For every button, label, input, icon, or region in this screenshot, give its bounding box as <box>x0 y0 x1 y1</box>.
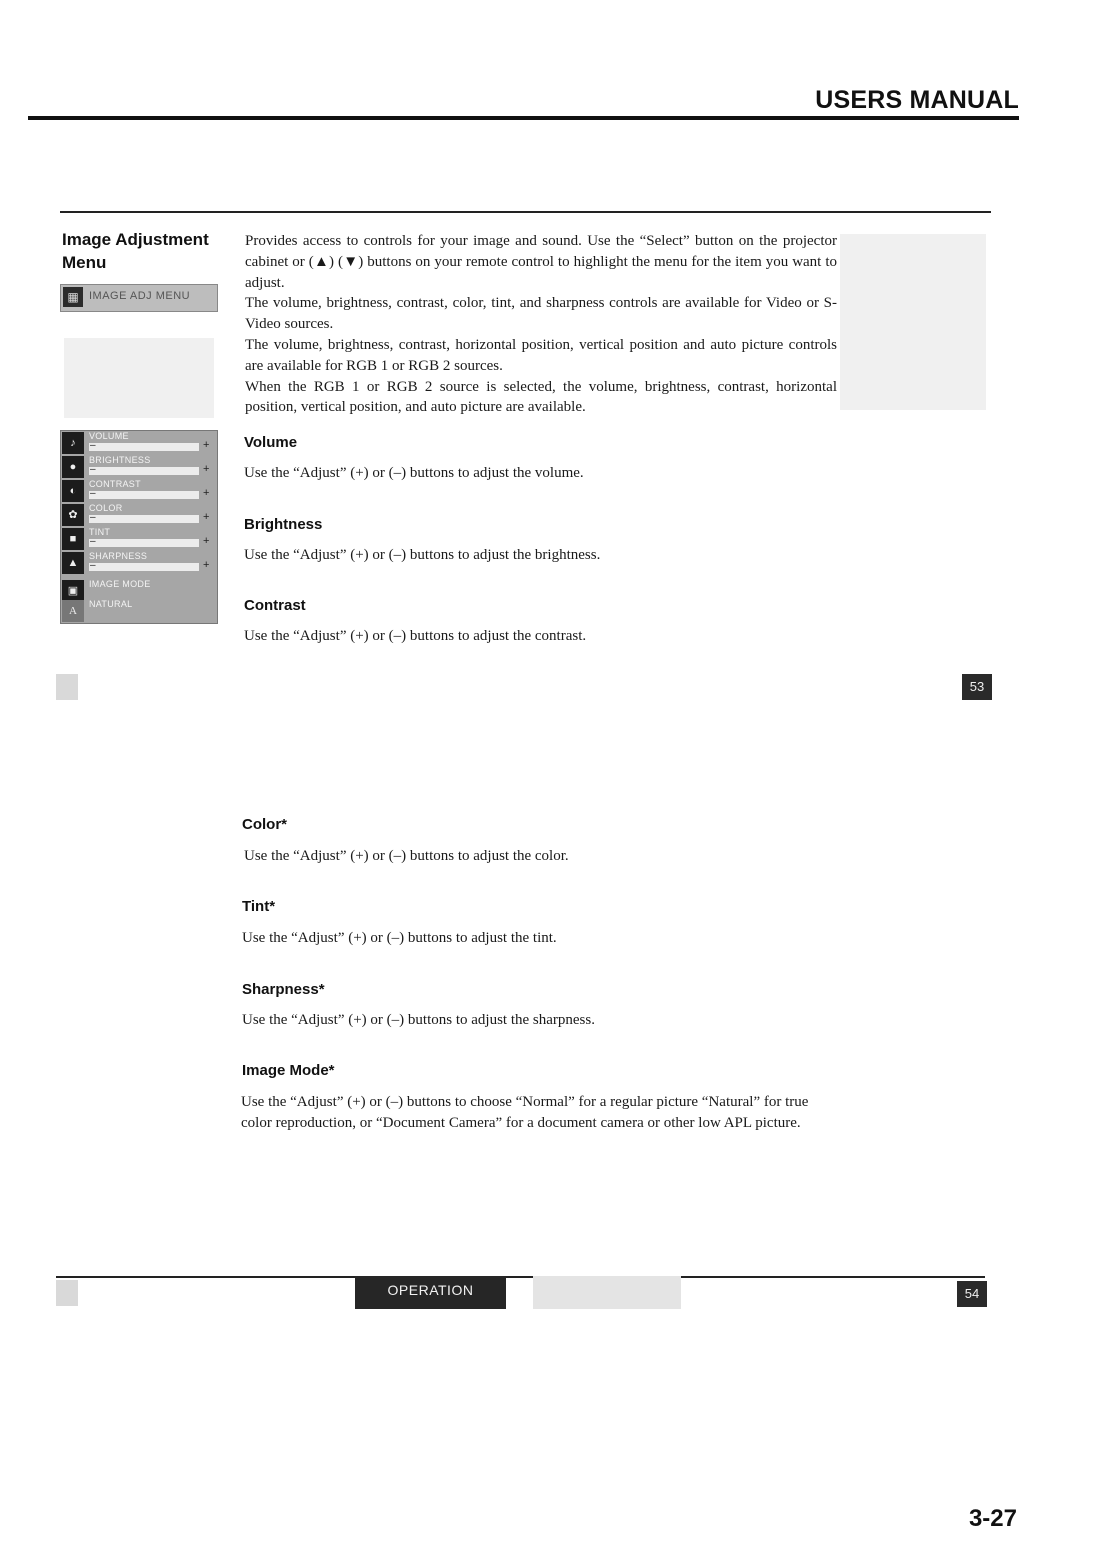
panel-row-label: COLOR <box>89 503 123 513</box>
header-title: USERS MANUAL <box>815 86 1019 114</box>
volume-heading: Volume <box>244 434 298 451</box>
plus-icon: + <box>203 439 210 451</box>
page-badge: 54 <box>957 1281 987 1307</box>
minus-icon: – <box>90 536 96 547</box>
image-mode-heading: Image Mode* <box>242 1062 335 1079</box>
page-badge: 53 <box>962 674 992 700</box>
panel-row-label: SHARPNESS <box>89 551 148 561</box>
panel-row-bar <box>89 563 199 571</box>
color-heading: Color* <box>242 816 287 833</box>
bleed-through-block <box>840 234 986 410</box>
bleed-through-block <box>64 338 214 418</box>
panel-row-brightness <box>61 455 217 479</box>
contrast-text: Use the “Adjust” (+) or (–) buttons to adjust the contrast. <box>244 628 587 644</box>
panel-row-label: IMAGE MODE <box>89 579 151 589</box>
plus-icon: + <box>203 511 210 523</box>
ghost-footer-tab <box>533 1276 681 1309</box>
plus-icon: + <box>203 559 210 571</box>
minus-icon: – <box>90 440 96 451</box>
menu-bar-label: IMAGE ADJ MENU <box>89 290 191 302</box>
contrast-heading: Contrast <box>244 597 306 614</box>
minus-icon: – <box>90 488 96 499</box>
minus-icon: – <box>90 464 96 475</box>
volume-text: Use the “Adjust” (+) or (–) buttons to adjust the volume. <box>244 465 584 481</box>
tint-text: Use the “Adjust” (+) or (–) buttons to adjust the tint. <box>242 930 557 946</box>
panel-row-label: VOLUME <box>89 431 129 441</box>
image-mode-text: Use the “Adjust” (+) or (–) buttons to choose “Normal” for a regular picture “Natural” for true color reproduction, or “Document Camera” for a document camera or other low APL picture. <box>241 1094 809 1131</box>
panel-row-bar <box>89 443 199 451</box>
intro-paragraph: Provides access to controls for your image and sound. Use the “Select” button on the projector cabinet or (▲) (▼) buttons on your remote control to highlight the menu for the item you want to adjust. <box>245 233 837 291</box>
intro-paragraph: The volume, brightness, contrast, horizontal position, vertical position and auto picture controls are available for RGB 1 or RGB 2 sources. <box>245 336 837 374</box>
header-rule <box>28 116 1019 120</box>
footer-rule <box>56 1276 985 1278</box>
sharpness-heading: Sharpness* <box>242 981 325 998</box>
sharpness-text: Use the “Adjust” (+) or (–) buttons to adjust the sharpness. <box>242 1012 595 1028</box>
sharpness-icon: ▲ <box>62 552 84 574</box>
image-adj-menu-bar <box>60 284 218 312</box>
sidebar-title-line2: Menu <box>62 253 107 272</box>
tint-heading: Tint* <box>242 898 276 915</box>
panel-row-bar <box>89 515 199 523</box>
plus-icon: + <box>203 487 210 499</box>
ghost-page-badge <box>56 674 78 700</box>
color-text: Use the “Adjust” (+) or (–) buttons to adjust the color. <box>244 848 569 864</box>
tint-icon: ■ <box>62 528 84 550</box>
plus-icon: + <box>203 463 210 475</box>
brightness-heading: Brightness <box>244 516 323 533</box>
panel-row-sharpness <box>61 551 217 575</box>
intro-paragraph: When the RGB 1 or RGB 2 source is selected, the volume, brightness, contrast, horizontal position, vertical position, and auto picture are available. <box>245 378 837 416</box>
minus-icon: – <box>90 560 96 571</box>
natural-icon: A <box>62 600 84 622</box>
panel-row-bar <box>89 491 199 499</box>
brightness-icon: ● <box>62 456 84 478</box>
ghost-page-badge <box>56 1280 78 1306</box>
panel-row-contrast <box>61 479 217 503</box>
section-rule <box>60 211 991 213</box>
panel-row-label: BRIGHTNESS <box>89 455 151 465</box>
panel-row-bar <box>89 539 199 547</box>
intro-paragraph: The volume, brightness, contrast, color, tint, and sharpness controls are available for Video or S-Video sources. <box>245 295 837 333</box>
image-adj-menu-panel <box>60 430 218 624</box>
page-number: 3-27 <box>968 1505 1017 1532</box>
panel-row-color <box>61 503 217 527</box>
sidebar-title-line1: Image Adjustment <box>62 230 209 249</box>
panel-row-bar <box>89 467 199 475</box>
speaker-icon: ♪ <box>62 432 84 454</box>
panel-row-label: CONTRAST <box>89 479 141 489</box>
color-icon: ✿ <box>62 504 84 526</box>
intro-text <box>245 231 837 418</box>
footer-section-tab: OPERATION <box>355 1276 506 1309</box>
panel-row-natural <box>61 599 217 623</box>
panel-row-volume <box>61 431 217 455</box>
panel-row-label: TINT <box>89 527 111 537</box>
image-mode-icon: ▣ <box>62 580 84 602</box>
panel-row-label: NATURAL <box>89 599 133 609</box>
sidebar-title <box>62 228 209 274</box>
contrast-icon: ◐ <box>62 480 84 502</box>
minus-icon: – <box>90 512 96 523</box>
plus-icon: + <box>203 535 210 547</box>
brightness-text: Use the “Adjust” (+) or (–) buttons to adjust the brightness. <box>244 547 601 563</box>
panel-row-tint <box>61 527 217 551</box>
menu-icon: ▦ <box>63 287 83 307</box>
